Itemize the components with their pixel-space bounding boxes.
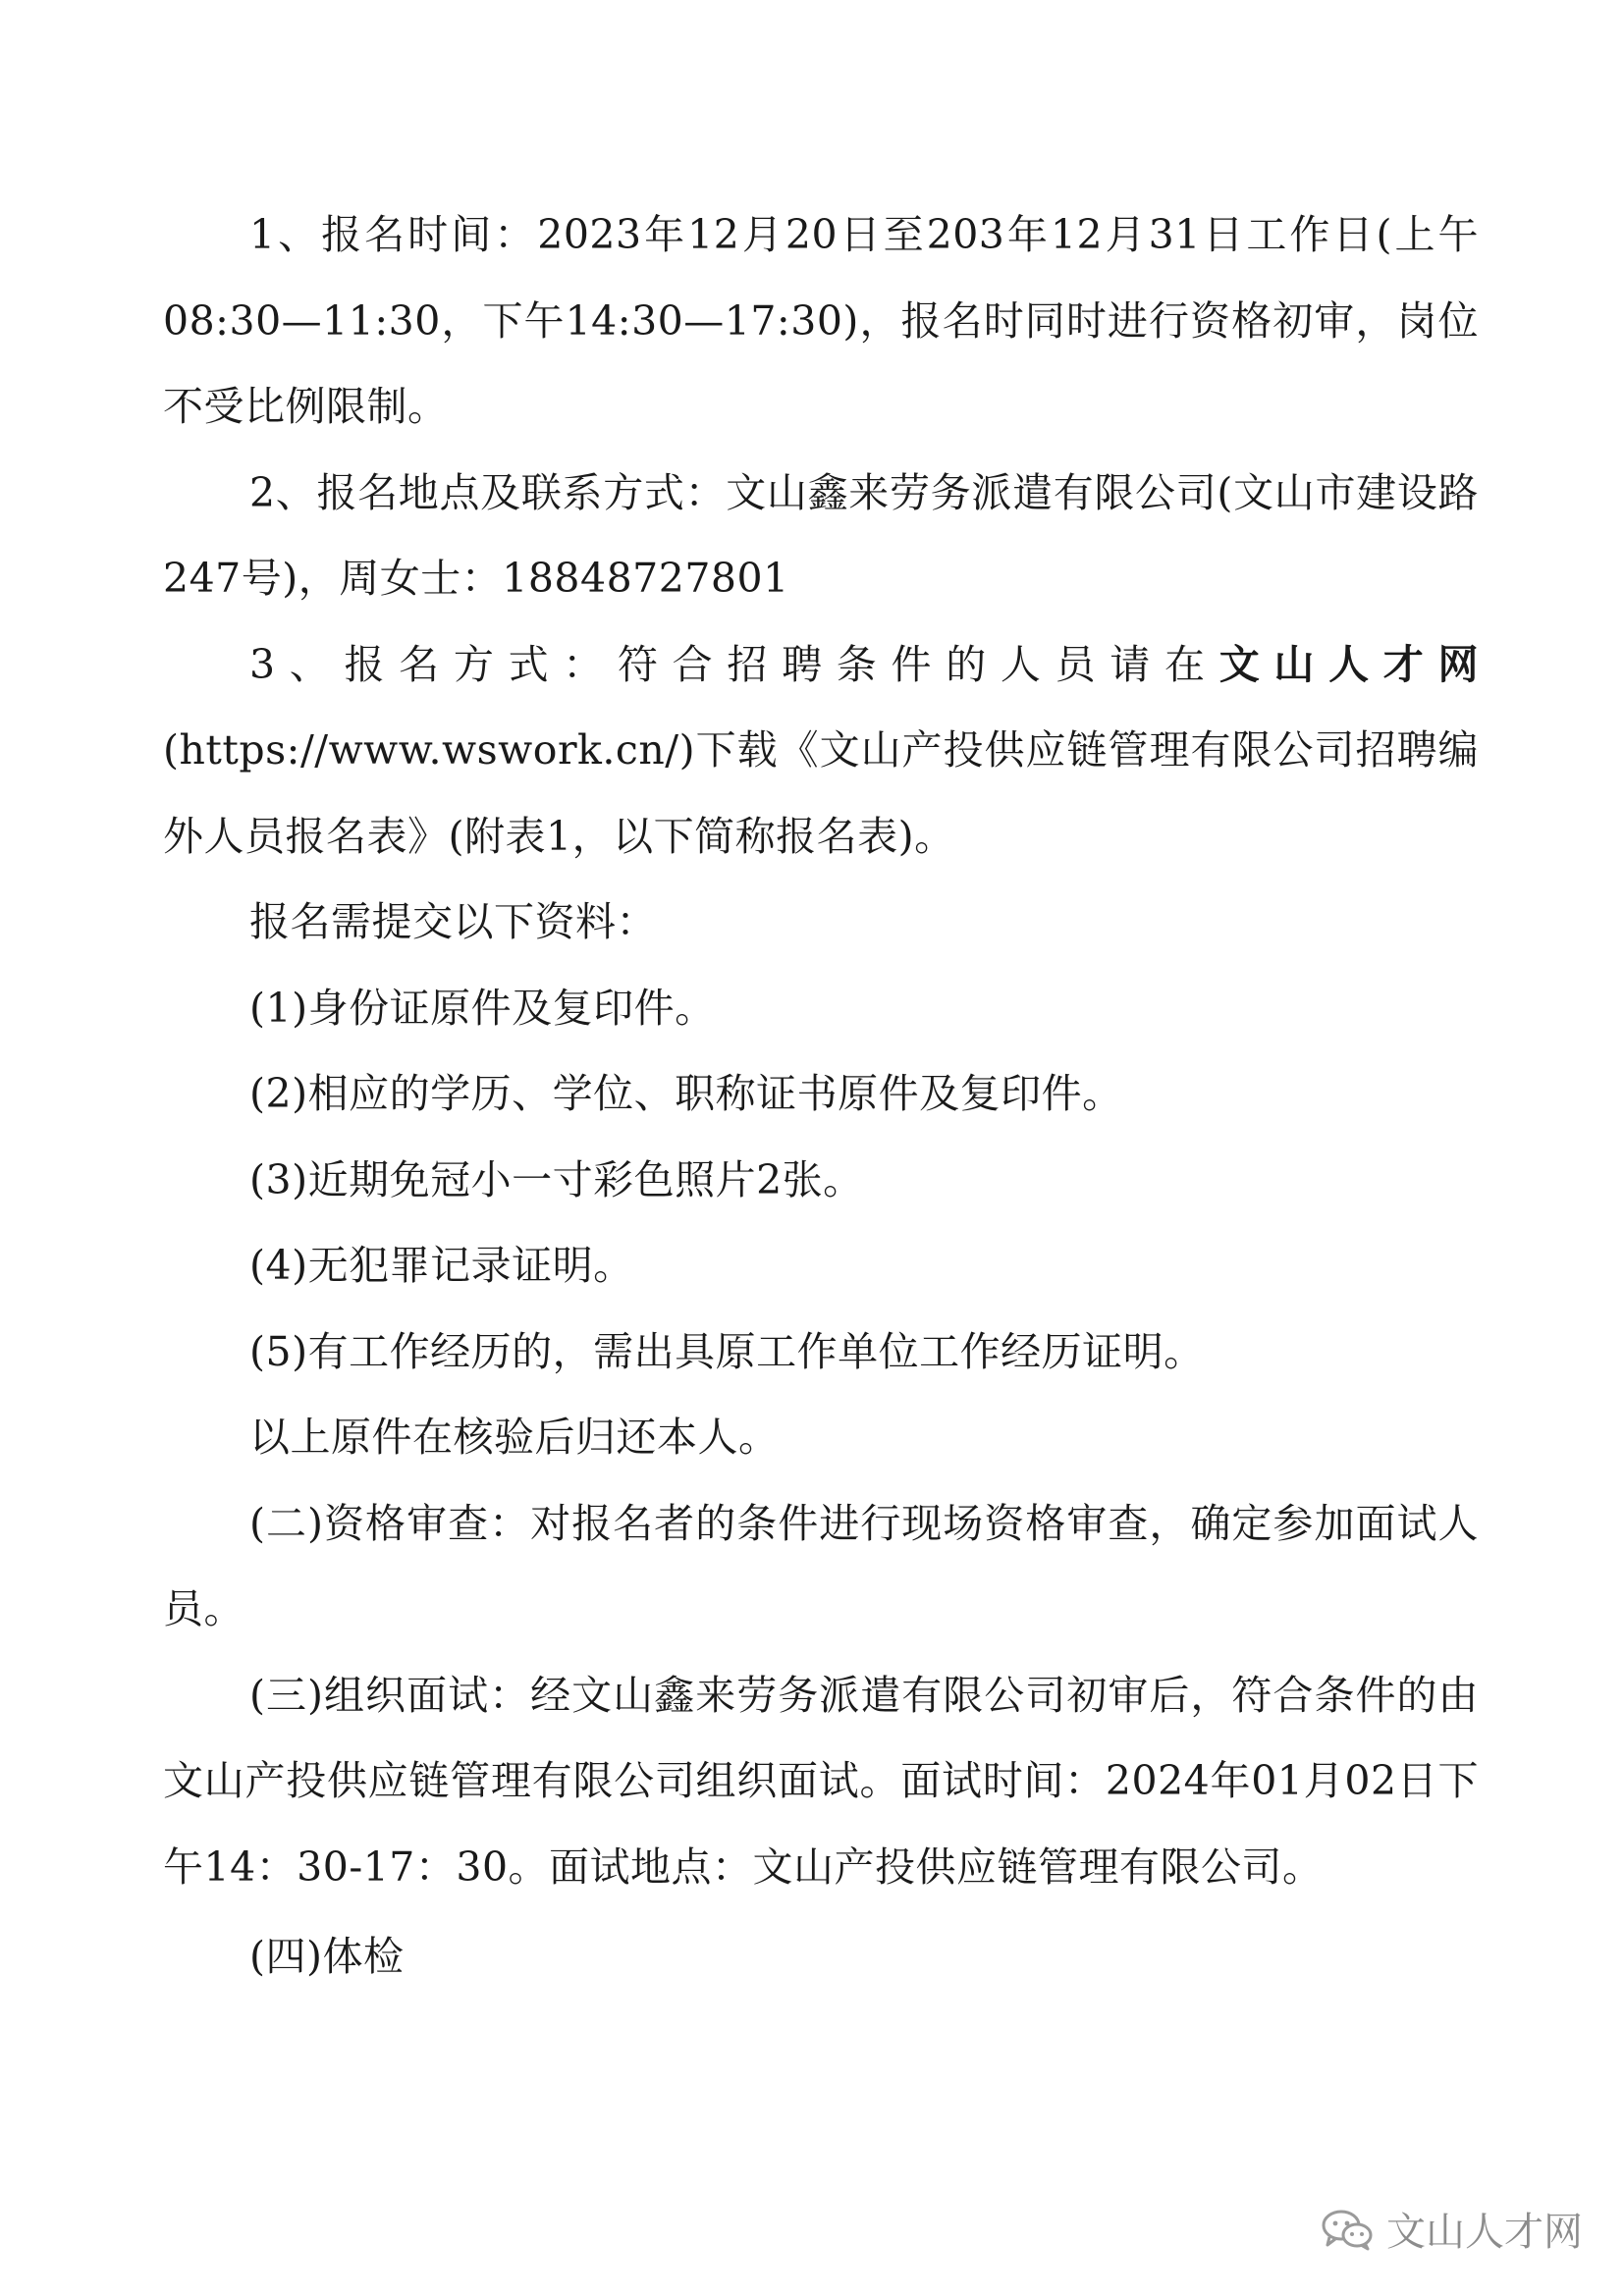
registration-method-paragraph [163,622,1479,881]
website-name: 文山人才网 [1218,640,1480,688]
materials-note: 以上原件在核验后归还本人。 [249,1414,780,1461]
materials-heading: 报名需提交以下资料： [249,898,657,945]
registration-method-suffix: (https://www.wswork.cn/)下载《文山产投供应链管理有限公司招聘编外人员报名表》(附表1，以下简称报名表)。 [163,726,1479,860]
materials-item-3: (3)近期免冠小一寸彩色照片2张。 [249,1155,864,1203]
materials-item-2: (2)相应的学历、学位、职称证书原件及复印件。 [249,1070,1123,1117]
materials-item-1: (1)身份证原件及复印件。 [249,984,716,1032]
watermark [1320,2201,1583,2257]
qualification-review-paragraph: (二)资格审查：对报名者的条件进行现场资格审查，确定参加面试人员。 [163,1499,1479,1632]
materials-item-4: (4)无犯罪记录证明。 [249,1242,634,1289]
wechat-icon [1320,2208,1375,2251]
watermark-text: 文山人才网 [1386,2210,1583,2255]
interview-paragraph: (三)组织面试：经文山鑫来劳务派遣有限公司初审后，符合条件的由文山产投供应链管理有限公司组织面试。面试时间：2024年01月02日下午14：30-17：30。面试地点：文山产投供应链管理有限公司。 [163,1671,1479,1891]
document-body [163,192,1479,2001]
registration-time-paragraph: 1、报名时间：2023年12月20日至203年12月31日工作日(上午08:30—11:30，下午14:30—17:30)，报名时同时进行资格初审，岗位不受比例限制。 [163,211,1479,430]
registration-location-paragraph: 2、报名地点及联系方式：文山鑫来劳务派遣有限公司(文山市建设路247号)，周女士：18848727801 [163,468,1479,602]
materials-item-5: (5)有工作经历的，需出具原工作单位工作经历证明。 [249,1327,1205,1375]
medical-exam-heading: (四)体检 [249,1933,405,1980]
registration-method-prefix: 3、报名方式：符合招聘条件的人员请在 [249,640,1219,688]
